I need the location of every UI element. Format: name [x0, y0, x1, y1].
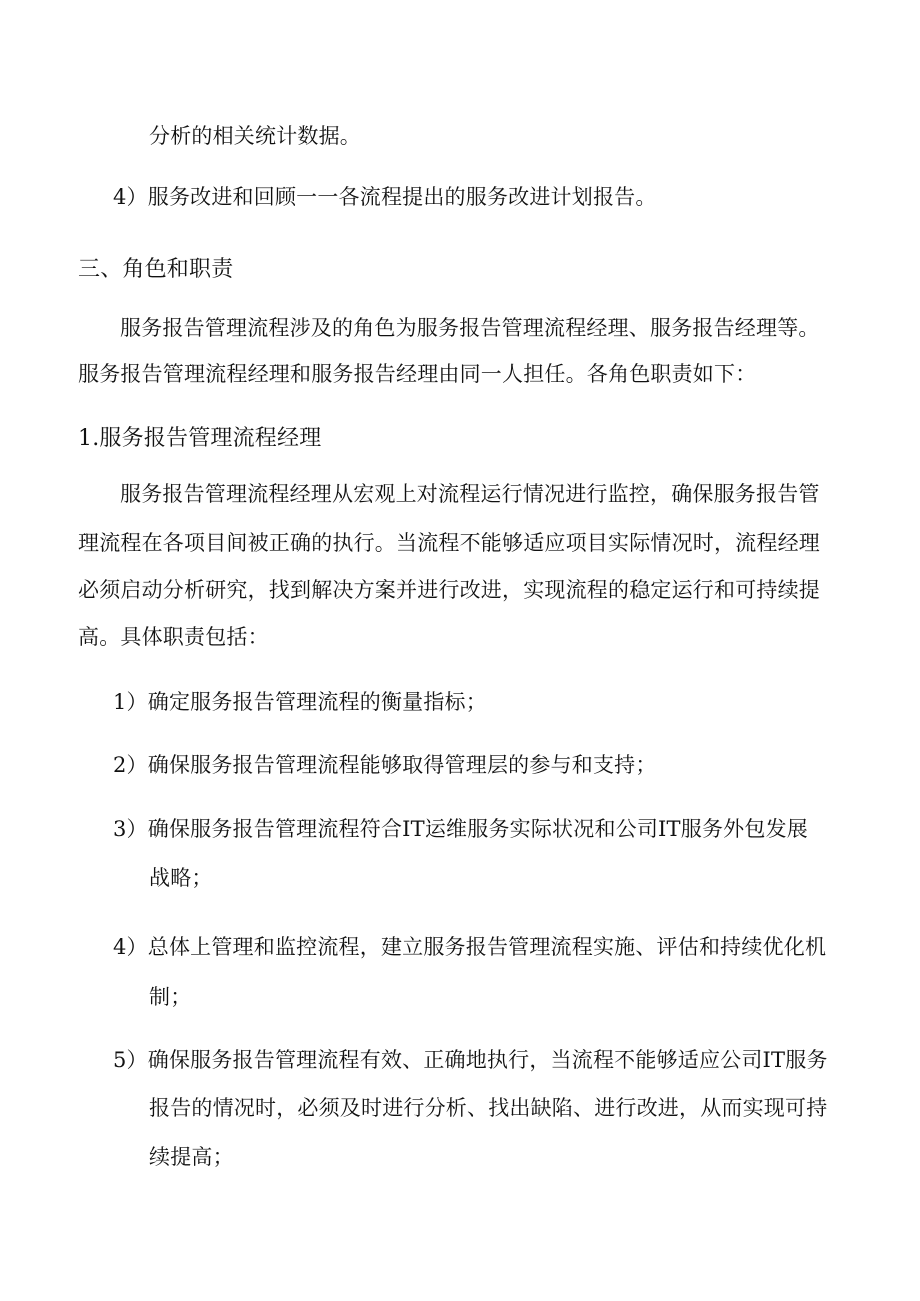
subsection-heading: 1.服务报告管理流程经理 [78, 426, 322, 451]
paragraph-line: 服务报告管理流程经理和服务报告经理由同一人担任。各角色职责如下： [78, 362, 757, 386]
list-item-continuation: 制； [149, 985, 192, 1009]
section-heading: 三、角色和职责 [78, 257, 234, 282]
list-item: 5）确保服务报告管理流程有效、正确地执行，当流程不能够适应公司IT服务 [113, 1048, 828, 1072]
list-item-continuation: 战略； [149, 866, 213, 890]
list-item: 4）总体上管理和监控流程，建立服务报告管理流程实施、评估和持续优化机 [113, 935, 827, 959]
paragraph-line: 必须启动分析研究，找到解决方案并进行改进，实现流程的稳定运行和可持续提 [78, 578, 820, 602]
paragraph-line: 理流程在各项目间被正确的执行。当流程不能够适应项目实际情况时，流程经理 [78, 531, 820, 555]
list-item: 4）服务改进和回顾一一各流程提出的服务改进计划报告。 [113, 185, 657, 209]
text-line: 分析的相关统计数据。 [149, 124, 361, 148]
list-item-continuation: 续提高； [149, 1145, 234, 1169]
list-item: 2）确保服务报告管理流程能够取得管理层的参与和支持； [113, 753, 657, 777]
list-item-continuation: 报告的情况时，必须及时进行分析、找出缺陷、进行改进，从而实现可持 [149, 1096, 828, 1120]
paragraph-line: 服务报告管理流程涉及的角色为服务报告管理流程经理、服务报告经理等。 [120, 316, 820, 340]
paragraph-line: 服务报告管理流程经理从宏观上对流程运行情况进行监控，确保服务报告管 [120, 482, 820, 506]
paragraph-line: 高。具体职责包括： [78, 625, 269, 649]
list-item: 1）确定服务报告管理流程的衡量指标； [113, 690, 487, 714]
list-item: 3）确保服务报告管理流程符合IT运维服务实际状况和公司IT服务外包发展 [113, 817, 808, 841]
